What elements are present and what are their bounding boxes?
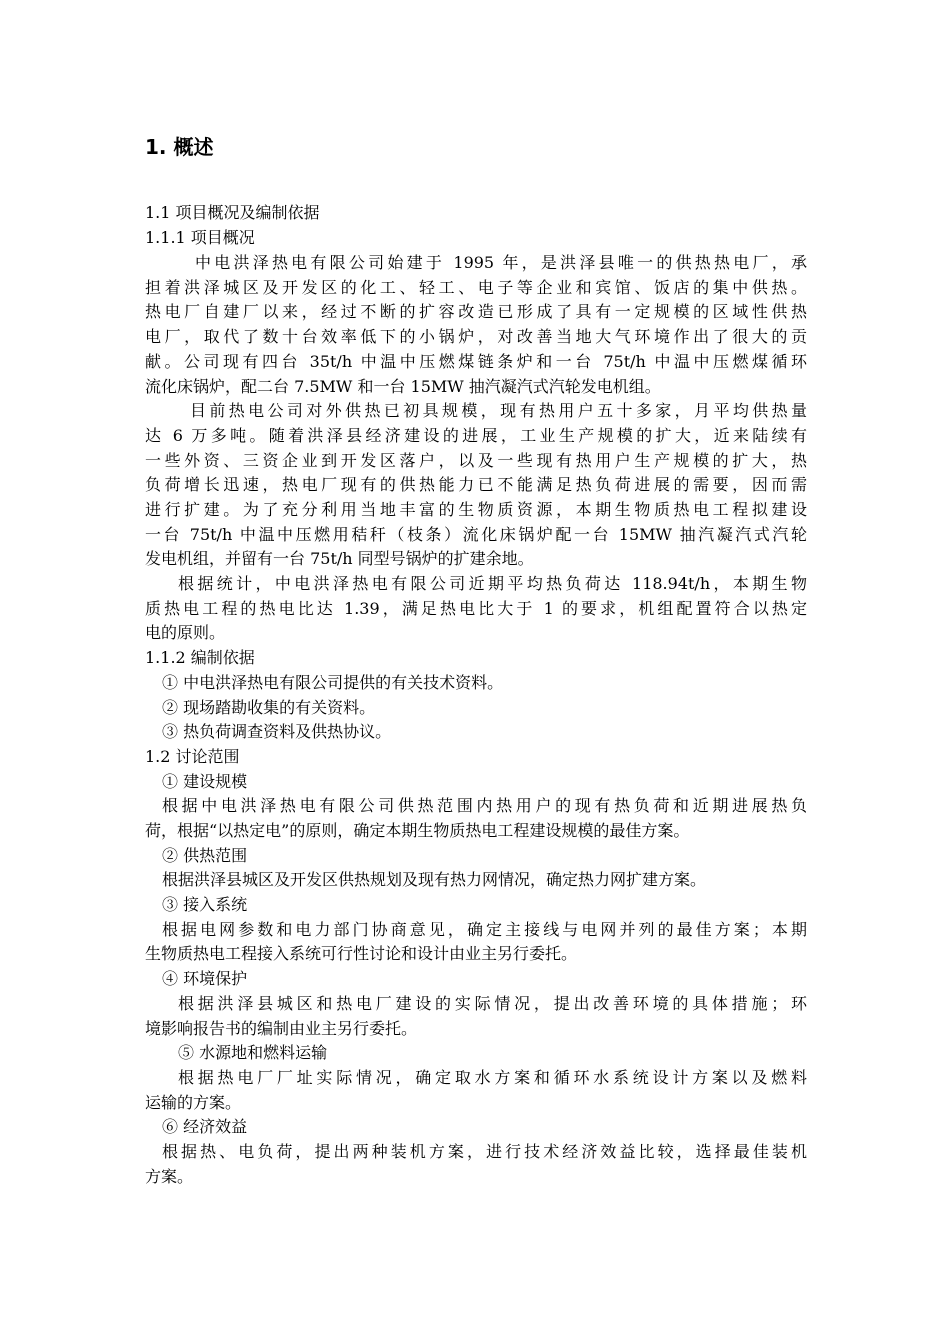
subsection-heading: 1.1.1 项目概况 <box>145 228 255 247</box>
list-item: ① 建设规模 <box>162 772 248 791</box>
paragraph-line: 献。公司现有四台 35t/h 中温中压燃煤链条炉和一台 75t/h 中温中压燃煤循环 <box>145 352 807 371</box>
paragraph-line: 荷，根据“以热定电”的原则，确定本期生物质热电工程建设规模的最佳方案。 <box>145 821 690 840</box>
subsection-heading: 1.1.2 编制依据 <box>145 648 255 667</box>
paragraph-line: 达 6 万多吨。随着洪泽县经济建设的进展，工业生产规模的扩大，近来陆续有 <box>145 426 807 445</box>
paragraph-line: 发电机组，并留有一台 75t/h 同型号锅炉的扩建余地。 <box>145 549 534 568</box>
paragraph-line: 根据热电厂厂址实际情况，确定取水方案和循环水系统设计方案以及燃料 <box>178 1068 807 1087</box>
paragraph-line: 质热电工程的热电比达 1.39，满足热电比大于 1 的要求，机组配置符合以热定 <box>145 599 807 618</box>
paragraph-line: 一些外资、三资企业到开发区落户，以及一些现有热用户生产规模的扩大，热 <box>145 451 807 470</box>
paragraph-line: 生物质热电工程接入系统可行性讨论和设计由业主另行委托。 <box>145 944 578 963</box>
paragraph-line: 根据统计，中电洪泽热电有限公司近期平均热负荷达 118.94t/h，本期生物 <box>178 574 807 593</box>
paragraph-line: 目前热电公司对外供热已初具规模，现有热用户五十多家，月平均供热量 <box>190 401 807 420</box>
list-item: ③ 热负荷调查资料及供热协议。 <box>162 722 392 741</box>
paragraph-line: 根据洪泽县城区及开发区供热规划及现有热力网情况，确定热力网扩建方案。 <box>162 870 707 889</box>
paragraph-line: 负荷增长迅速，热电厂现有的供热能力已不能满足热负荷进展的需要，因而需 <box>145 475 807 494</box>
paragraph-line: 流化床锅炉，配二台 7.5MW 和一台 15MW 抽汽凝汽式汽轮发电机组。 <box>145 377 661 396</box>
paragraph-line: 根据热、电负荷，提出两种装机方案，进行技术经济效益比较，选择最佳装机 <box>162 1142 807 1161</box>
list-item: ① 中电洪泽热电有限公司提供的有关技术资料。 <box>162 673 504 692</box>
list-item: ② 供热范围 <box>162 846 248 865</box>
paragraph-line: 电的原则。 <box>145 623 226 642</box>
paragraph-line: 方案。 <box>145 1167 194 1186</box>
list-item: ④ 环境保护 <box>162 969 248 988</box>
paragraph-line: 中电洪泽热电有限公司始建于 1995 年，是洪泽县唯一的供热热电厂，承 <box>195 253 807 272</box>
chapter-heading: 1. 概述 <box>145 135 214 159</box>
paragraph-line: 根据电网参数和电力部门协商意见，确定主接线与电网并列的最佳方案；本期 <box>162 920 807 939</box>
paragraph-line: 运输的方案。 <box>145 1093 242 1112</box>
list-item: ⑤ 水源地和燃料运输 <box>178 1043 328 1062</box>
section-heading: 1.2 讨论范围 <box>145 747 240 766</box>
paragraph-line: 电厂，取代了数十台效率低下的小锅炉，对改善当地大气环境作出了很大的贡 <box>145 327 807 346</box>
paragraph-line: 根据洪泽县城区和热电厂建设的实际情况，提出改善环境的具体措施；环 <box>178 994 807 1013</box>
section-heading: 1.1 项目概况及编制依据 <box>145 203 320 222</box>
paragraph-line: 进行扩建。为了充分利用当地丰富的生物质资源，本期生物质热电工程拟建设 <box>145 500 807 519</box>
list-item: ③ 接入系统 <box>162 895 248 914</box>
list-item: ⑥ 经济效益 <box>162 1117 248 1136</box>
paragraph-line: 热电厂自建厂以来，经过不断的扩容改造已形成了具有一定规模的区域性供热 <box>145 302 807 321</box>
paragraph-line: 一台 75t/h 中温中压燃用秸秆（枝条）流化床锅炉配一台 15MW 抽汽凝汽式汽轮 <box>145 525 807 544</box>
paragraph-line: 境影响报告书的编制由业主另行委托。 <box>145 1019 418 1038</box>
paragraph-line: 根据中电洪泽热电有限公司供热范围内热用户的现有热负荷和近期进展热负 <box>162 796 807 815</box>
list-item: ② 现场踏勘收集的有关资料。 <box>162 698 376 717</box>
paragraph-line: 担着洪泽城区及开发区的化工、轻工、电子等企业和宾馆、饭店的集中供热。 <box>145 278 807 297</box>
